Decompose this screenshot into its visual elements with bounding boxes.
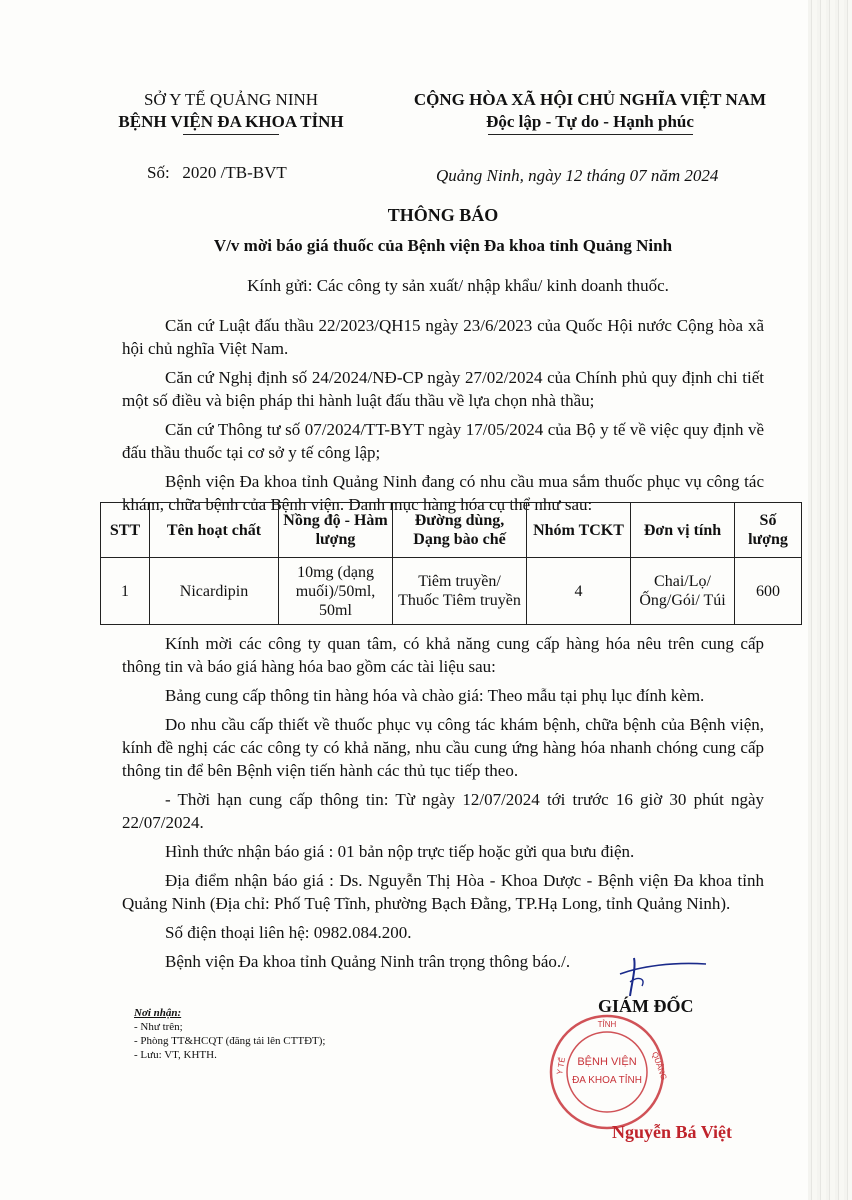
motto-underline bbox=[488, 134, 693, 135]
body-paragraph: Do nhu cầu cấp thiết về thuốc phục vụ công tác khám bệnh, chữa bệnh của Bệnh viện, kính đề nghị các các công ty có khả năng, nhu cầu cung ứng hàng hóa nhanh chóng cung cấp thông tin để bên Bệnh viện tiến hành các thủ tục tiếp theo. bbox=[122, 715, 764, 780]
body-paragraph: Hình thức nhận báo giá : 01 bản nộp trực tiếp hoặc gửi qua bưu điện. bbox=[165, 842, 635, 861]
col-header: Nồng độ - Hàm lượng bbox=[279, 503, 393, 558]
svg-text:BỆNH VIỆN: BỆNH VIỆN bbox=[577, 1056, 637, 1068]
body-paragraph: Kính mời các công ty quan tâm, có khả năng cung cấp hàng hóa nêu trên cung cấp thông tin và báo giá hàng hóa bao gồm các tài liệu sau: bbox=[122, 634, 764, 676]
issuer-parent: SỞ Y TẾ QUẢNG NINH bbox=[143, 90, 319, 109]
svg-text:Y TẾ: Y TẾ bbox=[555, 1056, 568, 1076]
national-motto bbox=[380, 89, 800, 135]
table-row bbox=[101, 558, 802, 625]
document-number: Số: 2020 /TB-BVT bbox=[147, 163, 287, 182]
basis-paragraph: Bệnh viện Đa khoa tỉnh Quảng Ninh đang có nhu cầu mua sắm thuốc phục vụ công tác khám, chữa bệnh của Bệnh viện. Danh mục hàng hóa cụ thể như sau: bbox=[122, 472, 764, 514]
recipient-item: - Phòng TT&HCQT (đăng tải lên CTTĐT); bbox=[134, 1035, 326, 1047]
svg-text:ĐA KHOA TỈNH: ĐA KHOA TỈNH bbox=[572, 1075, 642, 1086]
issuer-block bbox=[96, 89, 366, 135]
country-name: CỘNG HÒA XÃ HỘI CHỦ NGHĨA VIỆT NAM bbox=[413, 90, 767, 109]
table-header-row bbox=[101, 503, 802, 558]
table-cell: Nicardipin bbox=[150, 558, 279, 625]
basis-paragraph: Căn cứ Nghị định số 24/2024/NĐ-CP ngày 27/02/2024 của Chính phủ quy định chi tiết một số điều và biện pháp thi hành luật đấu thầu về lựa chọn nhà thầu; bbox=[122, 368, 764, 410]
basis-paragraph: Căn cứ Thông tư số 07/2024/TT-BYT ngày 17/05/2024 của Bộ y tế về việc quy định về đấu thầu thuốc tại cơ sở y tế công lập; bbox=[122, 420, 764, 462]
recipients-block bbox=[134, 1006, 325, 1062]
body-paragraph: Bệnh viện Đa khoa tỉnh Quảng Ninh trân trọng thông báo./. bbox=[165, 952, 571, 971]
table-cell: Chai/Lọ/ Ống/Gói/ Túi bbox=[631, 558, 735, 625]
col-header: Nhóm TCKT bbox=[527, 503, 631, 558]
document-subtitle: V/v mời báo giá thuốc của Bệnh viện Đa khoa tỉnh Quảng Ninh bbox=[213, 236, 673, 255]
body-paragraph: Số điện thoại liên hệ: 0982.084.200. bbox=[165, 923, 412, 942]
col-header: Đường dùng, Dạng bào chế bbox=[393, 503, 527, 558]
body-paragraph: Địa điểm nhận báo giá : Ds. Nguyễn Thị Hòa - Khoa Dược - Bệnh viện Đa khoa tỉnh Quảng Ninh (Địa chỉ: Phố Tuệ Tĩnh, phường Bạch Đằng, TP.Hạ Long, tỉnh Quảng Ninh). bbox=[122, 871, 764, 913]
handwritten-signature bbox=[612, 952, 712, 1000]
col-header: STT bbox=[101, 503, 150, 558]
red-seal bbox=[548, 1013, 669, 1131]
col-header: Tên hoạt chất bbox=[150, 503, 279, 558]
place-date: Quảng Ninh, ngày 12 tháng 07 năm 2024 bbox=[436, 166, 719, 185]
signatory-title: GIÁM ĐỐC bbox=[598, 996, 694, 1016]
signatory-name: Nguyễn Bá Việt bbox=[612, 1122, 733, 1142]
body-paragraph: Bảng cung cấp thông tin hàng hóa và chào giá: Theo mẫu tại phụ lục đính kèm. bbox=[165, 686, 705, 705]
table-cell: Tiêm truyền/ Thuốc Tiêm truyền bbox=[393, 558, 527, 625]
svg-text:TỈNH: TỈNH bbox=[597, 1020, 617, 1029]
recipient-item: - Như trên; bbox=[134, 1021, 183, 1033]
request-section bbox=[122, 632, 764, 979]
issuer-name: BỆNH VIỆN ĐA KHOA TỈNH bbox=[118, 112, 344, 131]
greeting: Kính gửi: Các công ty sản xuất/ nhập khẩu/ kinh doanh thuốc. bbox=[247, 276, 669, 295]
table-cell: 1 bbox=[101, 558, 150, 625]
table-cell: 4 bbox=[527, 558, 631, 625]
table-cell: 600 bbox=[735, 558, 802, 625]
issuer-underline bbox=[183, 134, 279, 135]
motto: Độc lập - Tự do - Hạnh phúc bbox=[486, 112, 694, 131]
basis-paragraph: Căn cứ Luật đấu thầu 22/2023/QH15 ngày 23/6/2023 của Quốc Hội nước Cộng hòa xã hội chủ nghĩa Việt Nam. bbox=[122, 316, 764, 358]
svg-text:QUẢNG: QUẢNG bbox=[650, 1050, 669, 1082]
basis-section bbox=[122, 314, 764, 522]
table-cell: 10mg (dạng muối)/50ml, 50ml bbox=[279, 558, 393, 625]
drug-table bbox=[100, 502, 802, 625]
recipient-item: - Lưu: VT, KHTH. bbox=[134, 1049, 217, 1061]
scan-edge bbox=[808, 0, 852, 1200]
col-header: Số lượng bbox=[735, 503, 802, 558]
body-paragraph: - Thời hạn cung cấp thông tin: Từ ngày 12/07/2024 tới trước 16 giờ 30 phút ngày 22/07/2024. bbox=[122, 790, 764, 832]
col-header: Đơn vị tính bbox=[631, 503, 735, 558]
recipients-label: Nơi nhận: bbox=[134, 1007, 182, 1019]
document-title: THÔNG BÁO bbox=[387, 205, 499, 225]
